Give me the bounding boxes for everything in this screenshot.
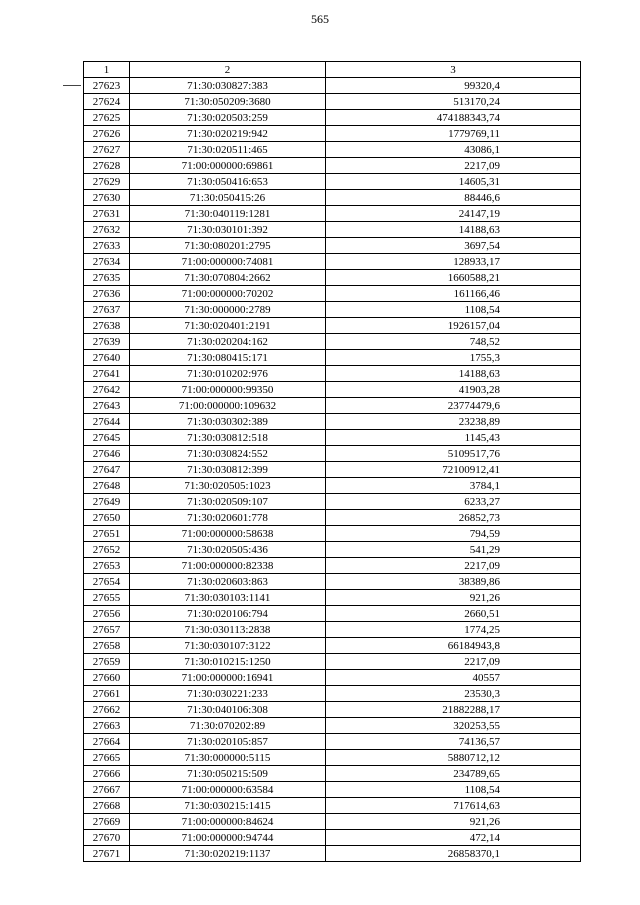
table-row	[84, 558, 581, 574]
table-row	[84, 638, 581, 654]
value-cell: 748,52	[326, 334, 581, 350]
value-cell: 3697,54	[326, 238, 581, 254]
value-cell: 21882288,17	[326, 702, 581, 718]
row-number-cell: 27638	[84, 318, 130, 334]
row-number-cell: 27667	[84, 782, 130, 798]
value-cell: 474188343,74	[326, 110, 581, 126]
value-cell: 1108,54	[326, 302, 581, 318]
table-row	[84, 494, 581, 510]
cadastral-number-cell: 71:00:000000:74081	[130, 254, 326, 270]
row-number-cell: 27649	[84, 494, 130, 510]
value-cell: 38389,86	[326, 574, 581, 590]
value-cell: 23238,89	[326, 414, 581, 430]
cadastral-number-cell: 71:30:000000:2789	[130, 302, 326, 318]
table-row	[84, 142, 581, 158]
table-row	[84, 702, 581, 718]
table-row	[84, 686, 581, 702]
value-cell: 5109517,76	[326, 446, 581, 462]
cadastral-number-cell: 71:30:020503:259	[130, 110, 326, 126]
row-number-cell: 27629	[84, 174, 130, 190]
cadastral-number-cell: 71:30:020511:465	[130, 142, 326, 158]
row-number-cell: 27661	[84, 686, 130, 702]
cadastral-number-cell: 71:30:040106:308	[130, 702, 326, 718]
cadastral-number-cell: 71:30:050415:26	[130, 190, 326, 206]
row-number-cell: 27654	[84, 574, 130, 590]
value-cell: 541,29	[326, 542, 581, 558]
value-cell: 43086,1	[326, 142, 581, 158]
value-cell: 66184943,8	[326, 638, 581, 654]
value-cell: 3784,1	[326, 478, 581, 494]
table-row	[84, 334, 581, 350]
table-row	[84, 526, 581, 542]
row-number-cell: 27664	[84, 734, 130, 750]
cadastral-number-cell: 71:30:020505:436	[130, 542, 326, 558]
cadastral-number-cell: 71:00:000000:84624	[130, 814, 326, 830]
cadastral-number-cell: 71:00:000000:69861	[130, 158, 326, 174]
row-number-cell: 27669	[84, 814, 130, 830]
cadastral-number-cell: 71:30:010202:976	[130, 366, 326, 382]
table-row	[84, 110, 581, 126]
cadastral-number-cell: 71:30:020204:162	[130, 334, 326, 350]
table-row	[84, 238, 581, 254]
value-cell: 1660588,21	[326, 270, 581, 286]
value-cell: 2217,09	[326, 654, 581, 670]
cadastral-number-cell: 71:00:000000:94744	[130, 830, 326, 846]
row-number-cell: 27643	[84, 398, 130, 414]
table-row	[84, 350, 581, 366]
row-number-cell: 27660	[84, 670, 130, 686]
value-cell: 794,59	[326, 526, 581, 542]
table-row	[84, 590, 581, 606]
cadastral-number-cell: 71:30:030113:2838	[130, 622, 326, 638]
table-row	[84, 382, 581, 398]
row-number-cell: 27659	[84, 654, 130, 670]
column-header-2: 2	[130, 62, 326, 78]
cadastral-number-cell: 71:30:010215:1250	[130, 654, 326, 670]
row-number-cell: 27645	[84, 430, 130, 446]
table-row	[84, 654, 581, 670]
row-number-cell: 27663	[84, 718, 130, 734]
row-number-cell: 27668	[84, 798, 130, 814]
row-number-cell: 27637	[84, 302, 130, 318]
value-cell: 23530,3	[326, 686, 581, 702]
row-number-cell: 27665	[84, 750, 130, 766]
row-number-cell: 27632	[84, 222, 130, 238]
row-number-cell: 27642	[84, 382, 130, 398]
row-number-cell: 27624	[84, 94, 130, 110]
row-number-cell: 27628	[84, 158, 130, 174]
table-row	[84, 814, 581, 830]
table-row	[84, 542, 581, 558]
value-cell: 1755,3	[326, 350, 581, 366]
table-row	[84, 270, 581, 286]
row-number-cell: 27630	[84, 190, 130, 206]
value-cell: 14605,31	[326, 174, 581, 190]
table-row	[84, 446, 581, 462]
value-cell: 5880712,12	[326, 750, 581, 766]
table-row	[84, 670, 581, 686]
row-number-cell: 27656	[84, 606, 130, 622]
table-row	[84, 766, 581, 782]
value-cell: 1145,43	[326, 430, 581, 446]
table-row	[84, 158, 581, 174]
cadastral-number-cell: 71:30:020219:1137	[130, 846, 326, 862]
page-number: 565	[311, 12, 329, 26]
value-cell: 26858370,1	[326, 846, 581, 862]
table-row	[84, 398, 581, 414]
cadastral-number-cell: 71:30:030824:552	[130, 446, 326, 462]
table-row	[84, 190, 581, 206]
row-number-cell: 27657	[84, 622, 130, 638]
value-cell: 6233,27	[326, 494, 581, 510]
value-cell: 72100912,41	[326, 462, 581, 478]
cadastral-number-cell: 71:30:000000:5115	[130, 750, 326, 766]
row-number-cell: 27652	[84, 542, 130, 558]
table-row	[84, 174, 581, 190]
cadastral-number-cell: 71:30:050416:653	[130, 174, 326, 190]
table-row	[84, 94, 581, 110]
cadastral-number-cell: 71:30:030812:518	[130, 430, 326, 446]
table-row	[84, 78, 581, 94]
cadastral-number-cell: 71:30:030103:1141	[130, 590, 326, 606]
value-cell: 921,26	[326, 590, 581, 606]
value-cell: 320253,55	[326, 718, 581, 734]
cadastral-number-cell: 71:00:000000:109632	[130, 398, 326, 414]
row-number-cell: 27641	[84, 366, 130, 382]
row-number-cell: 27627	[84, 142, 130, 158]
value-cell: 99320,4	[326, 78, 581, 94]
row-number-cell: 27648	[84, 478, 130, 494]
cadastral-number-cell: 71:30:020105:857	[130, 734, 326, 750]
value-cell: 1779769,11	[326, 126, 581, 142]
column-header-3: 3	[326, 62, 581, 78]
value-cell: 1926157,04	[326, 318, 581, 334]
row-number-cell: 27651	[84, 526, 130, 542]
value-cell: 161166,46	[326, 286, 581, 302]
table-row	[84, 478, 581, 494]
table-row	[84, 126, 581, 142]
row-number-cell: 27650	[84, 510, 130, 526]
cadastral-number-cell: 71:00:000000:58638	[130, 526, 326, 542]
value-cell: 88446,6	[326, 190, 581, 206]
cadastral-number-cell: 71:00:000000:16941	[130, 670, 326, 686]
row-number-cell: 27671	[84, 846, 130, 862]
value-cell: 26852,73	[326, 510, 581, 526]
cadastral-number-cell: 71:30:070804:2662	[130, 270, 326, 286]
cadastral-number-cell: 71:30:020401:2191	[130, 318, 326, 334]
table-row	[84, 718, 581, 734]
cadastral-number-cell: 71:30:030302:389	[130, 414, 326, 430]
value-cell: 14188,63	[326, 366, 581, 382]
value-cell: 14188,63	[326, 222, 581, 238]
row-number-cell: 27658	[84, 638, 130, 654]
row-number-cell: 27670	[84, 830, 130, 846]
row-number-cell: 27640	[84, 350, 130, 366]
table-row	[84, 206, 581, 222]
cadastral-number-cell: 71:00:000000:70202	[130, 286, 326, 302]
table-body	[84, 78, 581, 862]
table-row	[84, 318, 581, 334]
value-cell: 23774479,6	[326, 398, 581, 414]
cadastral-number-cell: 71:30:030107:3122	[130, 638, 326, 654]
table-row	[84, 510, 581, 526]
column-header-1: 1	[84, 62, 130, 78]
cadastral-number-cell: 71:30:080415:171	[130, 350, 326, 366]
value-cell: 234789,65	[326, 766, 581, 782]
table-row	[84, 782, 581, 798]
value-cell: 24147,19	[326, 206, 581, 222]
value-cell: 1108,54	[326, 782, 581, 798]
row-number-cell: 27625	[84, 110, 130, 126]
table-row	[84, 798, 581, 814]
row-number-cell: 27662	[84, 702, 130, 718]
table-row	[84, 622, 581, 638]
row-number-cell: 27646	[84, 446, 130, 462]
value-cell: 2217,09	[326, 158, 581, 174]
row-number-cell: 27634	[84, 254, 130, 270]
cadastral-number-cell: 71:00:000000:82338	[130, 558, 326, 574]
value-cell: 717614,63	[326, 798, 581, 814]
row-number-cell: 27636	[84, 286, 130, 302]
value-cell: 2660,51	[326, 606, 581, 622]
row-number-cell: 27623	[84, 78, 130, 94]
cadastral-number-cell: 71:00:000000:99350	[130, 382, 326, 398]
cadastral-number-cell: 71:30:020106:794	[130, 606, 326, 622]
cadastral-number-cell: 71:30:080201:2795	[130, 238, 326, 254]
cadastral-number-cell: 71:30:020603:863	[130, 574, 326, 590]
table-row	[84, 846, 581, 862]
table-row	[84, 366, 581, 382]
table-row	[84, 830, 581, 846]
row-number-cell: 27647	[84, 462, 130, 478]
cadastral-number-cell: 71:30:030827:383	[130, 78, 326, 94]
table-row	[84, 734, 581, 750]
cadastral-number-cell: 71:30:030215:1415	[130, 798, 326, 814]
value-cell: 74136,57	[326, 734, 581, 750]
cadastral-number-cell: 71:30:030101:392	[130, 222, 326, 238]
row-number-cell: 27666	[84, 766, 130, 782]
row-number-cell: 27644	[84, 414, 130, 430]
row-number-cell: 27655	[84, 590, 130, 606]
table-row	[84, 414, 581, 430]
table-row	[84, 574, 581, 590]
table-row	[84, 302, 581, 318]
value-cell: 2217,09	[326, 558, 581, 574]
row-number-cell: 27653	[84, 558, 130, 574]
row-number-cell: 27633	[84, 238, 130, 254]
cadastral-number-cell: 71:30:070202:89	[130, 718, 326, 734]
value-cell: 472,14	[326, 830, 581, 846]
value-cell: 128933,17	[326, 254, 581, 270]
table-header-row	[84, 62, 581, 78]
table-row	[84, 286, 581, 302]
value-cell: 1774,25	[326, 622, 581, 638]
table-row	[84, 606, 581, 622]
cadastral-number-cell: 71:30:020219:942	[130, 126, 326, 142]
cadastral-number-cell: 71:30:050209:3680	[130, 94, 326, 110]
cadastral-number-cell: 71:00:000000:63584	[130, 782, 326, 798]
row-number-cell: 27626	[84, 126, 130, 142]
cadastral-number-cell: 71:30:020509:107	[130, 494, 326, 510]
cadastral-number-cell: 71:30:020601:778	[130, 510, 326, 526]
table-row	[84, 750, 581, 766]
table-row	[84, 462, 581, 478]
cadastral-number-cell: 71:30:020505:1023	[130, 478, 326, 494]
row-number-cell: 27635	[84, 270, 130, 286]
value-cell: 40557	[326, 670, 581, 686]
cadastral-number-cell: 71:30:030812:399	[130, 462, 326, 478]
margin-mark	[63, 85, 81, 86]
value-cell: 921,26	[326, 814, 581, 830]
cadastral-number-cell: 71:30:030221:233	[130, 686, 326, 702]
value-cell: 41903,28	[326, 382, 581, 398]
row-number-cell: 27639	[84, 334, 130, 350]
row-number-cell: 27631	[84, 206, 130, 222]
cadastral-number-cell: 71:30:050215:509	[130, 766, 326, 782]
data-table	[83, 61, 581, 862]
value-cell: 513170,24	[326, 94, 581, 110]
cadastral-number-cell: 71:30:040119:1281	[130, 206, 326, 222]
table-row	[84, 430, 581, 446]
table-row	[84, 254, 581, 270]
table-row	[84, 222, 581, 238]
